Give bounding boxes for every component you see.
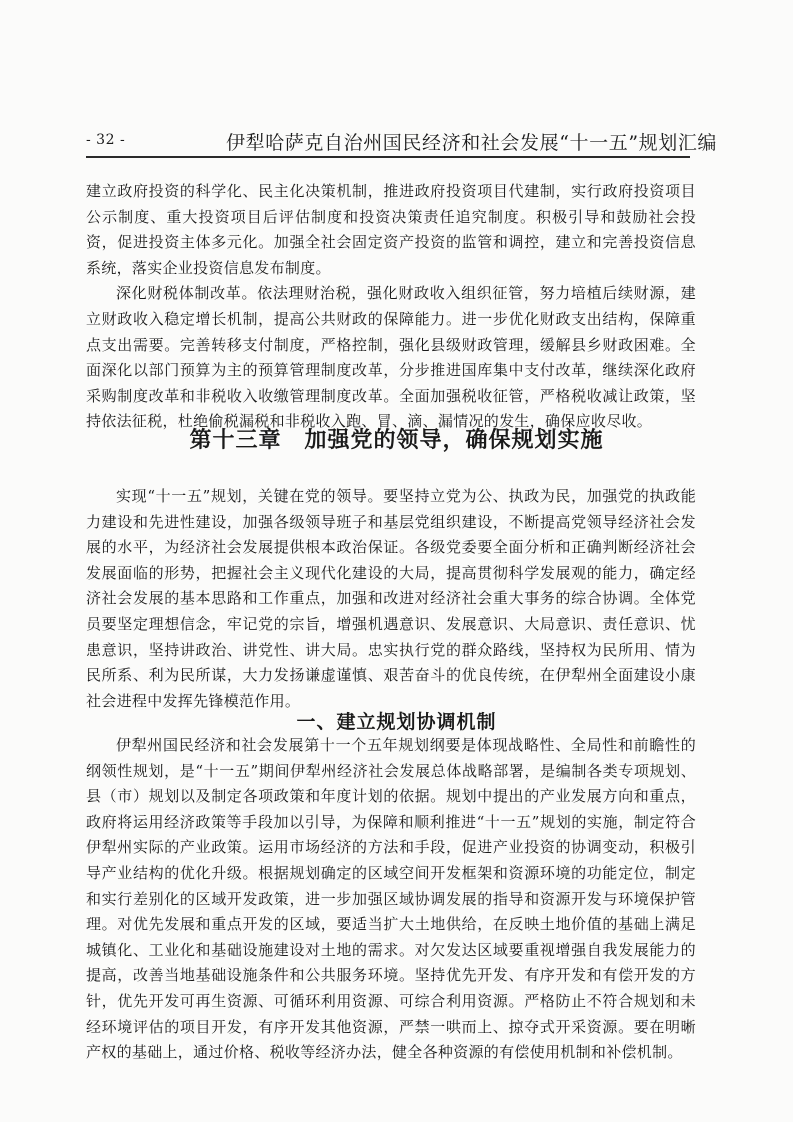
intro-text: [86, 179, 696, 435]
chapter-heading: 第十三章 加强党的领导，确保规划实施: [189, 428, 604, 453]
paragraph: 伊犁州国民经济和社会发展第十一个五年规划纲要是体现战略性、全局性和前瞻性的纲领性规划，是“十一五”期间伊犁州经济社会发展总体战略部署，是编制各类专项规划、县（市）规划以及制定各项政策和年度计划的依据。规划中提出的产业发展方向和重点，政府将运用经济政策等手段加以引导，为保障和顺利推进“十一五”规划的实施，制定符合伊犁州实际的产业政策。运用市场经济的方法和手段，促进产业投资的协调变动，积极引导产业结构的优化升级。根据规划确定的区域空间开发框架和资源环境的功能定位，制定和实行差别化的区域开发政策，进一步加强区域协调发展的指导和资源开发与环境保护管理。对优先发展和重点开发的区域，要适当扩大土地供给，在反映土地价值的基础上满足城镇化、工业化和基础设施建设对土地的需求。对欠发达区域要重视增强自我发展能力的提高，改善当地基础设施条件和公共服务环境。坚持优先开发、有序开发和有偿开发的方针，优先开发可再生资源、可循环利用资源、可综合利用资源。严格防止不符合规划和未经环境评估的项目开发，有序开发其他资源，严禁一哄而上、掠夺式开采资源。要在明晰产权的基础上，通过价格、税收等经济办法，健全各种资源的有偿使用机制和补偿机制。: [86, 736, 696, 1062]
chapter-text: [86, 484, 696, 714]
section-text: [86, 733, 696, 1066]
page-number: - 32 -: [86, 132, 126, 148]
running-header: [86, 128, 718, 158]
paragraph: 深化财税体制改革。依法理财治税，强化财政收入组织征管，努力培植后续财源，建立财政收入稳定增长机制，提高公共财政的保障能力。进一步优化财政支出结构，保障重点支出需要。完善转移支付制度，严格控制，强化县级财政管理，缓解县乡财政困难。全面深化以部门预算为主的预算管理制度改革，分步推进国库集中支付改革，继续深化政府采购制度改革和非税收入收缴管理制度改革。全面加强税收征管，严格税收减让政策，坚持依法征税，杜绝偷税漏税和非税收入跑、冒、滴、漏情况的发生，确保应收尽收。: [86, 284, 696, 431]
paragraph: 建立政府投资的科学化、民主化决策机制，推进政府投资项目代建制，实行政府投资项目公示制度、重大投资项目后评估制度和投资决策责任追究制度。积极引导和鼓励社会投资，促进投资主体多元化。加强全社会固定资产投资的监管和调控，建立和完善投资信息系统，落实企业投资信息发布制度。: [86, 182, 696, 277]
book-title: 伊犁哈萨克自治州国民经济和社会发展“十一五”规划汇编: [226, 132, 718, 154]
section-heading: 一、建立规划协调机制: [296, 711, 497, 733]
paragraph: 实现“十一五”规划，关键在党的领导。要坚持立党为公、执政为民，加强党的执政能力建设和先进性建设，加强各级领导班子和基层党组织建设，不断提高党领导经济社会发展的水平，为经济社会发展提供根本政治保证。各级党委要全面分析和正确判断经济社会发展面临的形势，把握社会主义现代化建设的大局，提高贯彻科学发展观的能力，确定经济社会发展的基本思路和工作重点，加强和改进对经济社会重大事务的综合协调。全体党员要坚定理想信念，牢记党的宗旨，增强机遇意识、发展意识、大局意识、责任意识、忧患意识，坚持讲政治、讲党性、讲大局。忠实执行党的群众路线，坚持权为民所用、情为民所系、利为民所谋，大力发扬谦虚谨慎、艰苦奋斗的优良传统，在伊犁州全面建设小康社会进程中发挥先锋模范作用。: [86, 487, 696, 710]
